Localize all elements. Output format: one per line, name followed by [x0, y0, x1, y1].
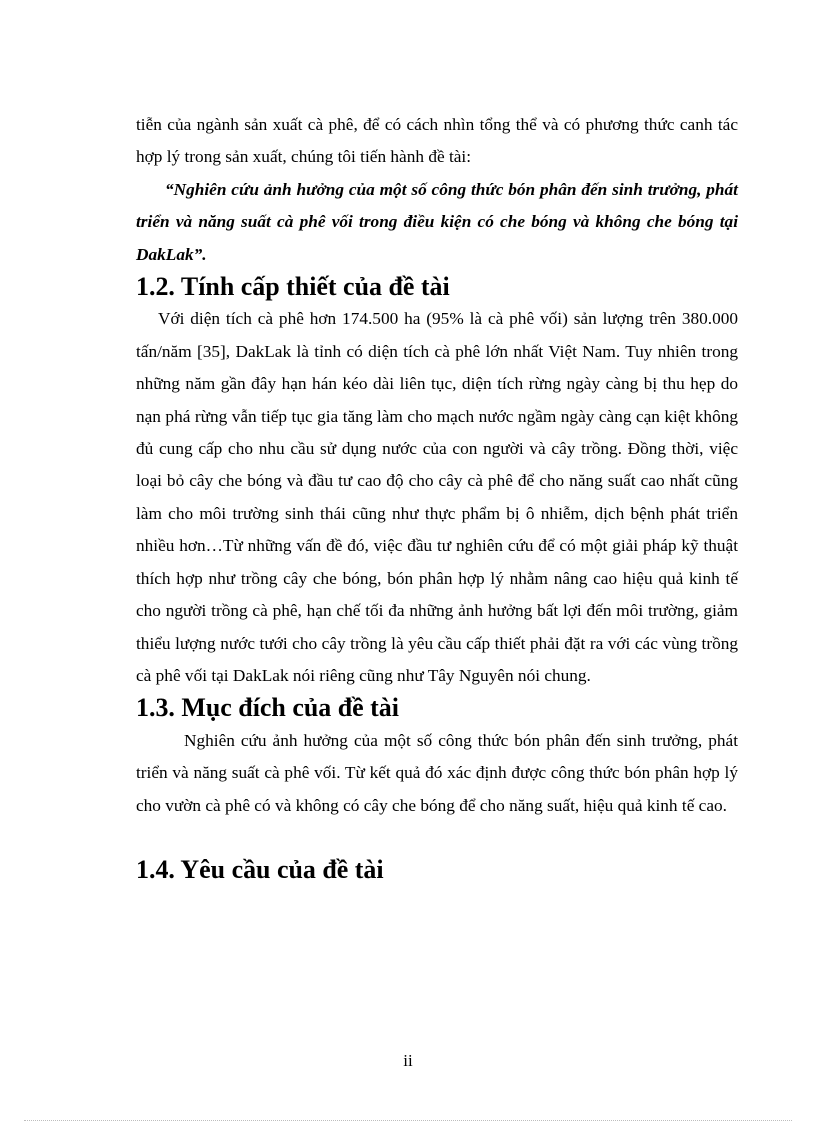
- page-number: ii: [403, 1051, 413, 1070]
- section-1-2-body: Với diện tích cà phê hơn 174.500 ha (95% là cà phê vối) sản lượng trên 380.000 tấn/năm [35], DakLak là tỉnh có diện tích cà phê lớn nhất Việt Nam. Tuy nhiên trong những năm gần đây hạn hán kéo dài liên tục, diện tích rừng ngày càng bị thu hẹp do nạn phá rừng vẫn tiếp tục gia tăng làm cho mạch nước ngầm ngày càng cạn kiệt không đủ cung cấp cho nhu cầu sử dụng nước của con người và cây trồng. Đồng thời, việc loại bỏ cây che bóng và đầu tư cao độ cho cây cà phê để cho năng suất cao nhất cũng làm cho môi trường sinh thái cũng như thực phẩm bị ô nhiễm, dịch bệnh phát triển nhiều hơn…Từ những vấn đề đó, việc đầu tư nghiên cứu để có một giải pháp kỹ thuật thích hợp như trồng cây che bóng, bón phân hợp lý nhằm nâng cao hiệu quả kinh tế cho người trồng cà phê, hạn chế tối đa những ảnh hưởng bất lợi đến môi trường, giảm thiểu lượng nước tưới cho cây trồng là yêu cầu cấp thiết phải đặt ra với các vùng trồng cà phê vối tại DakLak nói riêng cũng như Tây Nguyên nói chung.: [136, 309, 738, 685]
- document-page: [136, 109, 738, 886]
- intro-paragraph: tiễn của ngành sản xuất cà phê, để có cách nhìn tổng thể và có phương thức canh tác hợp lý trong sản xuất, chúng tôi tiến hành đề tài:: [136, 115, 738, 167]
- topic-title: “Nghiên cứu ảnh hưởng của một số công thức bón phân đến sinh trưởng, phát triển và năng suất cà phê vối trong điều kiện có che bóng và không che bóng tại DakLak”.: [136, 179, 738, 264]
- section-1-3-heading: 1.3. Mục đích của đề tài: [136, 693, 399, 723]
- footer-divider: [24, 1120, 792, 1121]
- section-1-2-heading: 1.2. Tính cấp thiết của đề tài: [136, 272, 450, 302]
- section-1-4-heading: 1.4. Yêu cầu của đề tài: [136, 854, 384, 884]
- paragraph-gap: [136, 822, 738, 854]
- section-1-3-body: Nghiên cứu ảnh hưởng của một số công thức bón phân đến sinh trưởng, phát triển và năng suất cà phê vối. Từ kết quả đó xác định được công thức bón phân hợp lý cho vườn cà phê có và không có cây che bóng để cho năng suất, hiệu quả kinh tế cao.: [136, 730, 738, 815]
